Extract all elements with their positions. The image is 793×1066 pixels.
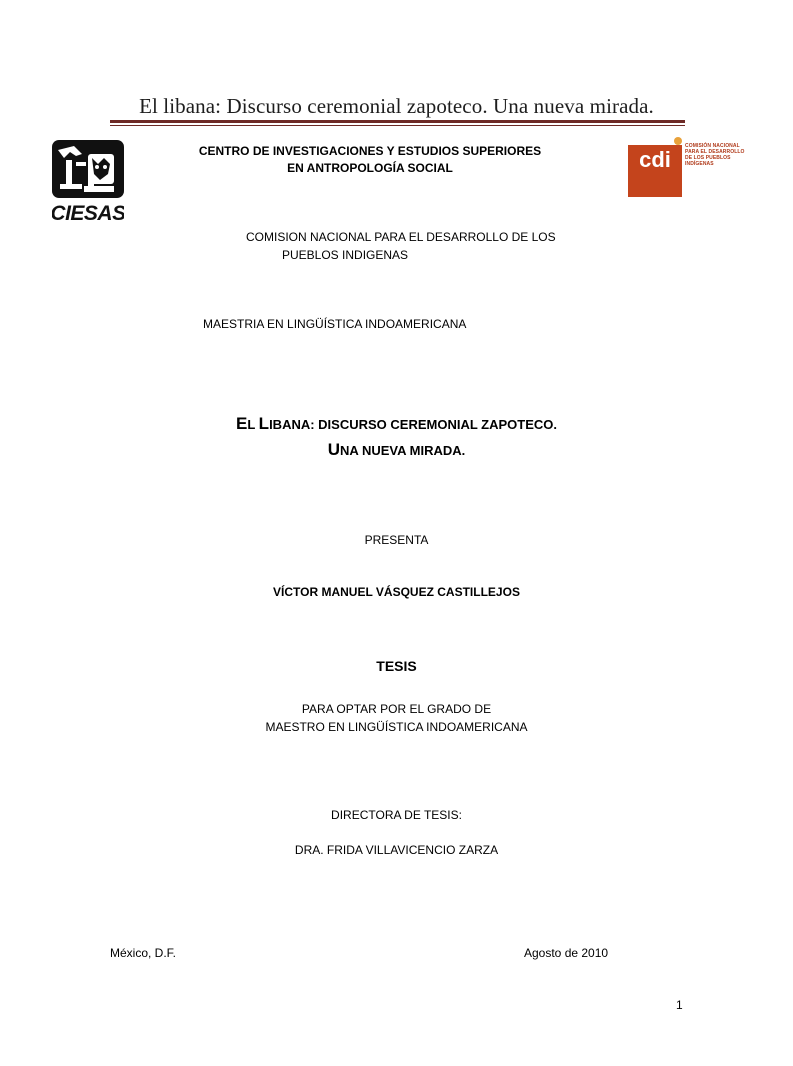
cdi-caption-line: PARA EL DESARROLLO [685, 149, 745, 155]
title-small: IBANA: DISCURSO CEREMONIAL ZAPOTECO. [269, 417, 557, 432]
title-cap: U [327, 440, 341, 459]
title-small: NA NUEVA MIRADA. [340, 443, 466, 458]
commission-line-1: COMISION NACIONAL PARA EL DESARROLLO DE LOS [246, 230, 556, 244]
degree [0, 700, 793, 736]
thesis-title [0, 411, 793, 463]
ciesas-wordmark: CIESAS [52, 202, 124, 225]
date: Agosto de 2010 [524, 946, 609, 960]
running-header-title: El libana: Discurso ceremonial zapoteco. Una nueva mirada. [139, 94, 654, 118]
cdi-caption-line: COMISIÓN NACIONAL [685, 143, 740, 149]
header-rule-thick [110, 120, 685, 123]
author-name: VÍCTOR MANUEL VÁSQUEZ CASTILLEJOS [273, 585, 520, 599]
presenta-label: PRESENTA [364, 533, 429, 547]
title-cap: E [236, 414, 248, 433]
header-rule-thin [110, 125, 685, 126]
title-small: L [247, 417, 259, 432]
commission-name [246, 228, 556, 264]
thesis-title-line-1 [0, 411, 793, 437]
thesis-title-line-2 [0, 437, 793, 463]
institution-line-1: CENTRO DE INVESTIGACIONES Y ESTUDIOS SUPERIORES [198, 144, 542, 158]
director-label: DIRECTORA DE TESIS: [331, 808, 462, 822]
place: México, D.F. [110, 946, 177, 960]
cdi-caption [685, 143, 758, 167]
director-name: DRA. FRIDA VILLAVICENCIO ZARZA [294, 843, 499, 857]
degree-line-1: PARA OPTAR POR EL GRADO DE [301, 702, 492, 716]
ciesas-logo [52, 140, 124, 226]
page-number: 1 [676, 998, 683, 1012]
title-cap: L [258, 414, 270, 433]
cdi-logo [628, 137, 758, 199]
cdi-caption-line: DE LOS PUEBLOS INDÍGENAS [685, 155, 731, 167]
institution-name [180, 143, 560, 177]
tesis-label: TESIS [376, 658, 417, 674]
degree-line-2: MAESTRO EN LINGÜÍSTICA INDOAMERICANA [265, 720, 528, 734]
program-name: MAESTRIA EN LINGÜÍSTICA INDOAMERICANA [203, 317, 467, 331]
commission-line-2: PUEBLOS INDIGENAS [282, 248, 409, 262]
cdi-letters: cdi [639, 147, 671, 172]
institution-line-2: EN ANTROPOLOGÍA SOCIAL [287, 161, 453, 175]
